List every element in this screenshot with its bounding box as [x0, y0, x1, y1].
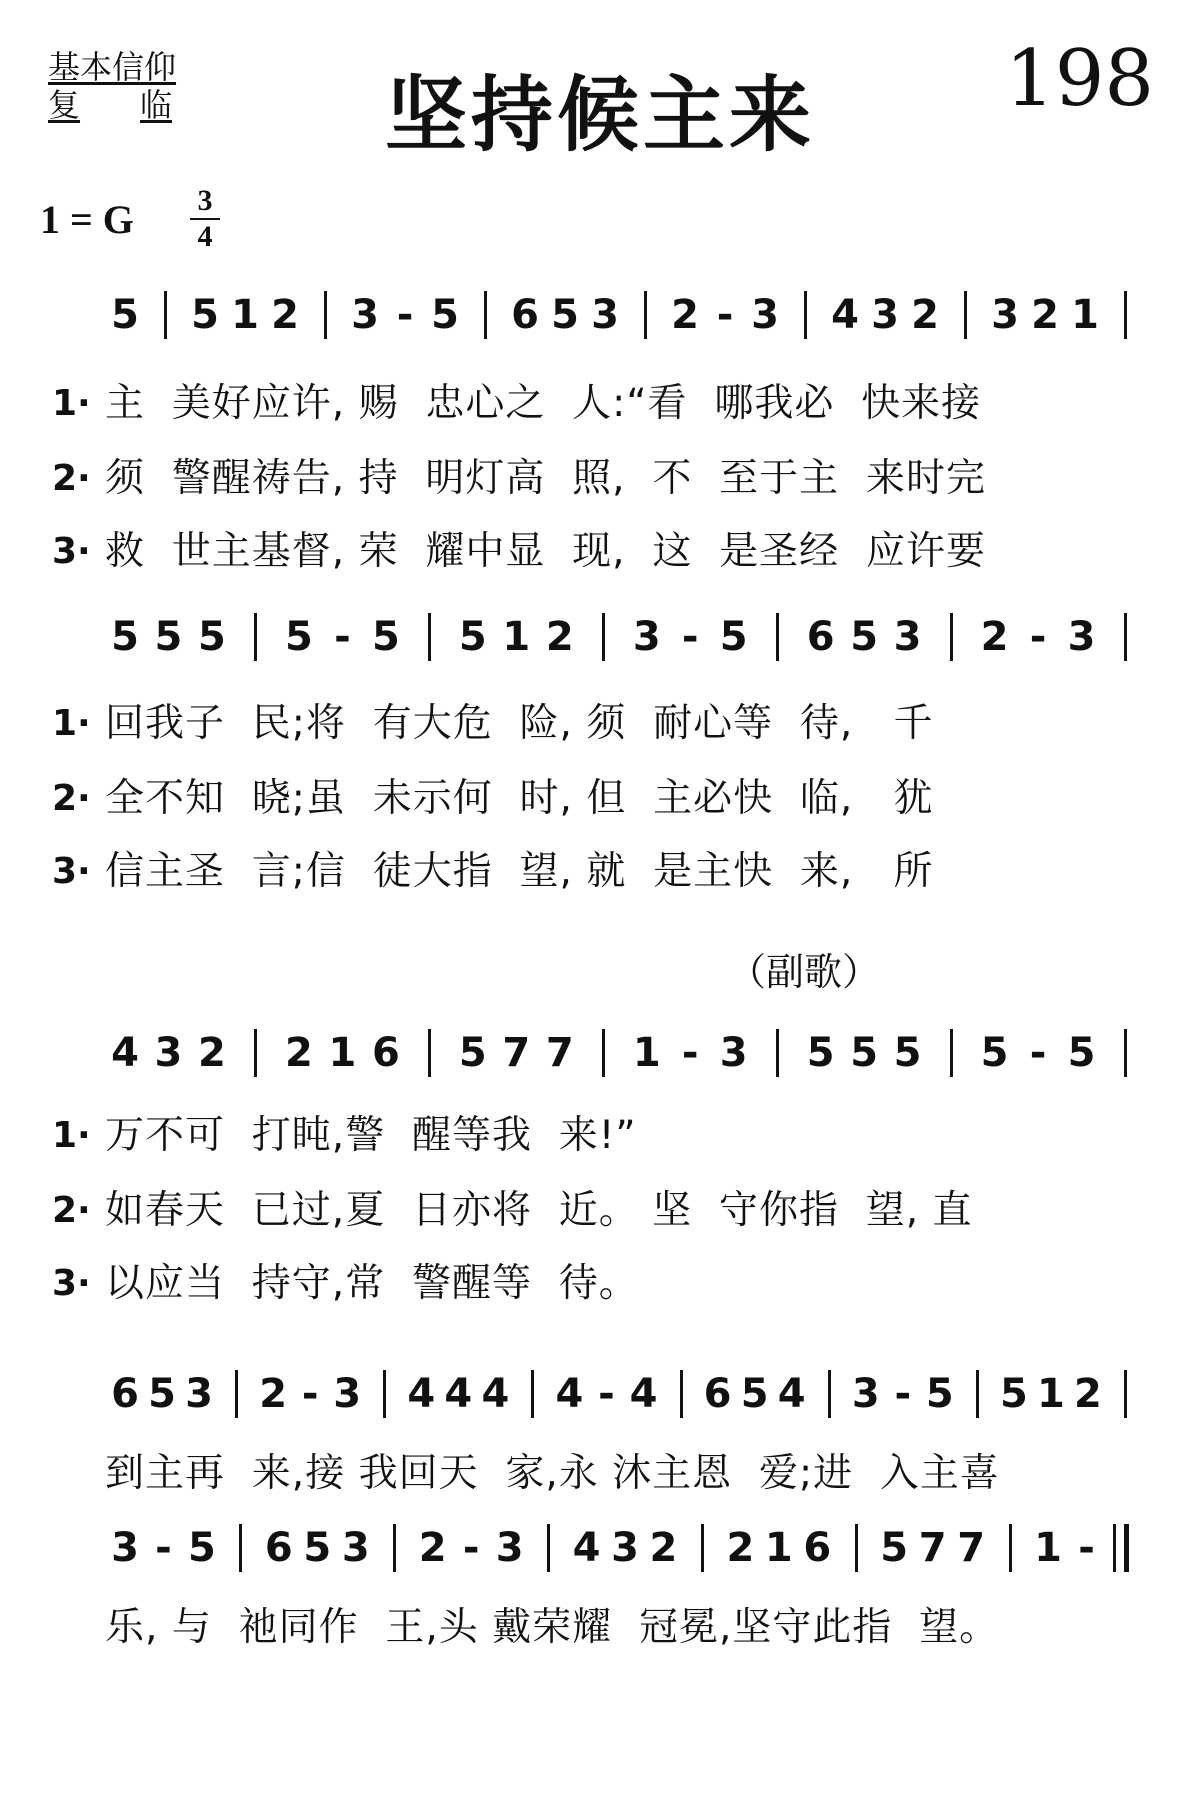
note-extension: - [1078, 1525, 1095, 1571]
note: 4 [407, 1371, 436, 1417]
note: 6 [803, 1525, 832, 1571]
note-extension: - [1029, 614, 1047, 660]
time-numerator: 3 [197, 184, 213, 217]
note: 5 [925, 1371, 954, 1417]
verse-number: 3· [52, 1263, 91, 1304]
note-extension: - [462, 1525, 480, 1571]
note: 2 [726, 1525, 755, 1571]
note: 3 [591, 292, 619, 338]
note-extension: - [894, 1371, 912, 1417]
note: 5 [850, 614, 879, 660]
note: 6 [264, 1525, 293, 1571]
note: 3 [185, 1371, 213, 1417]
note: 6 [806, 614, 835, 660]
lyric-line: 乐, 与 祂同作 王,头 戴荣耀 冠冕,坚守此指 望。 [105, 1605, 1000, 1650]
lyric-line: 如春天 已过,夏 日亦将 近。 坚 守你指 望, 直 [105, 1188, 973, 1233]
note-extension: - [334, 614, 351, 660]
note: 3 [991, 292, 1019, 338]
time-denominator: 4 [197, 220, 213, 253]
note: 2 [545, 614, 574, 660]
note: 2 [911, 292, 939, 338]
note: 7 [545, 1030, 574, 1076]
note-extension: - [681, 1030, 699, 1076]
note: 6 [511, 292, 539, 338]
note: 5 [284, 614, 313, 660]
note: 5 [893, 1030, 922, 1076]
note-extension: - [716, 292, 734, 338]
note: 2 [649, 1525, 678, 1571]
note: 2 [671, 292, 699, 338]
lyric-line: 全不知 晓;虽 未示何 时, 但 主必快 临, 犹 [105, 776, 934, 821]
notation-row [0, 285, 1200, 345]
note: 1 [328, 1030, 357, 1076]
note: 2 [418, 1525, 447, 1571]
note: 5 [188, 1525, 216, 1571]
note: 5 [806, 1030, 835, 1076]
note: 3 [893, 614, 922, 660]
verse-number: 2· [52, 778, 91, 819]
note: 4 [481, 1371, 510, 1417]
note: 4 [111, 1030, 139, 1076]
lyric-line: 到主再 来,接 我回天 家,永 沐主恩 爱;进 入主喜 [105, 1451, 1000, 1496]
verse-number: 1· [52, 703, 91, 744]
notation-row [0, 607, 1200, 667]
note: 1 [632, 1030, 661, 1076]
note: 4 [444, 1371, 473, 1417]
lyric-line: 万不可 打盹,警 醒等我 来!” [105, 1113, 637, 1158]
note: 6 [703, 1371, 732, 1417]
note: 2 [980, 614, 1009, 660]
note: 4 [555, 1371, 584, 1417]
note: 3 [871, 292, 899, 338]
note: 3 [851, 1371, 880, 1417]
category-top: 基本信仰 [48, 48, 177, 86]
note: 1 [1034, 1525, 1062, 1571]
note-extension: - [396, 292, 414, 338]
note: 4 [831, 292, 859, 338]
note: 3 [495, 1525, 524, 1571]
note: 2 [1074, 1371, 1102, 1417]
note: 3 [154, 1030, 183, 1076]
note: 4 [629, 1371, 658, 1417]
note: 4 [777, 1371, 806, 1417]
hymn-title: 坚持候主来 [384, 68, 815, 163]
lyric-line: 主 美好应许, 赐 忠心之 人:“看 哪我必 快来接 [105, 381, 982, 426]
note: 5 [850, 1030, 879, 1076]
note: 7 [957, 1525, 986, 1571]
note: 5 [980, 1030, 1009, 1076]
note: 5 [111, 614, 139, 660]
notation-row [0, 1364, 1200, 1424]
note: 7 [918, 1525, 947, 1571]
note: 5 [551, 292, 579, 338]
note: 3 [333, 1371, 362, 1417]
note: 5 [191, 292, 219, 338]
time-signature [190, 186, 220, 252]
note: 3 [632, 614, 661, 660]
note-extension: - [301, 1371, 319, 1417]
note: 5 [111, 292, 139, 338]
category-bottom-left: 复 [48, 86, 81, 124]
lyric-line: 回我子 民;将 有大危 险, 须 耐心等 待, 千 [105, 701, 934, 746]
note: 7 [502, 1030, 531, 1076]
lyric-line: 救 世主基督, 荣 耀中显 现, 这 是圣经 应许要 [105, 529, 986, 574]
note: 2 [1031, 292, 1059, 338]
note: 5 [198, 614, 226, 660]
note: 5 [458, 1030, 487, 1076]
note: 2 [284, 1030, 313, 1076]
note: 1 [1071, 292, 1099, 338]
note: 5 [431, 292, 459, 338]
note: 5 [740, 1371, 769, 1417]
note: 4 [572, 1525, 601, 1571]
note-extension: - [681, 614, 699, 660]
note: 3 [111, 1525, 139, 1571]
verse-number: 2· [52, 1190, 91, 1231]
note: 3 [341, 1525, 370, 1571]
note: 6 [111, 1371, 139, 1417]
note: 5 [148, 1371, 176, 1417]
note: 1 [231, 292, 259, 338]
note: 5 [999, 1371, 1028, 1417]
lyric-line: 以应当 持守,常 警醒等 待。 [105, 1261, 639, 1306]
category-bottom-right: 临 [139, 86, 172, 124]
note: 2 [259, 1371, 288, 1417]
hymn-number: 198 [1005, 34, 1154, 124]
verse-number: 1· [52, 383, 91, 424]
verse-number: 3· [52, 531, 91, 572]
note: 2 [198, 1030, 226, 1076]
note-extension: - [155, 1525, 172, 1571]
note: 5 [303, 1525, 332, 1571]
verse-number: 1· [52, 1115, 91, 1156]
key-signature: 1 = G [40, 197, 134, 242]
notation-row [0, 1518, 1200, 1578]
note: 5 [458, 614, 487, 660]
note: 6 [371, 1030, 400, 1076]
note: 1 [502, 614, 531, 660]
note: 5 [371, 614, 400, 660]
note: 3 [719, 1030, 748, 1076]
note: 5 [1067, 1030, 1096, 1076]
note: 1 [764, 1525, 793, 1571]
note: 3 [1067, 614, 1096, 660]
note: 5 [880, 1525, 909, 1571]
note: 2 [271, 292, 299, 338]
note: 5 [154, 614, 183, 660]
note: 3 [611, 1525, 639, 1571]
notation-row [0, 1023, 1200, 1083]
verse-number: 3· [52, 851, 91, 892]
note: 3 [751, 292, 779, 338]
note-extension: - [598, 1371, 615, 1417]
verse-number: 2· [52, 458, 91, 499]
note: 5 [719, 614, 748, 660]
note: 1 [1037, 1371, 1065, 1417]
note: 3 [351, 292, 379, 338]
chorus-label: （副歌） [728, 950, 881, 994]
note-extension: - [1029, 1030, 1047, 1076]
lyric-line: 信主圣 言;信 徒大指 望, 就 是主快 来, 所 [105, 849, 934, 894]
lyric-line: 须 警醒祷告, 持 明灯高 照, 不 至于主 来时完 [105, 456, 986, 501]
